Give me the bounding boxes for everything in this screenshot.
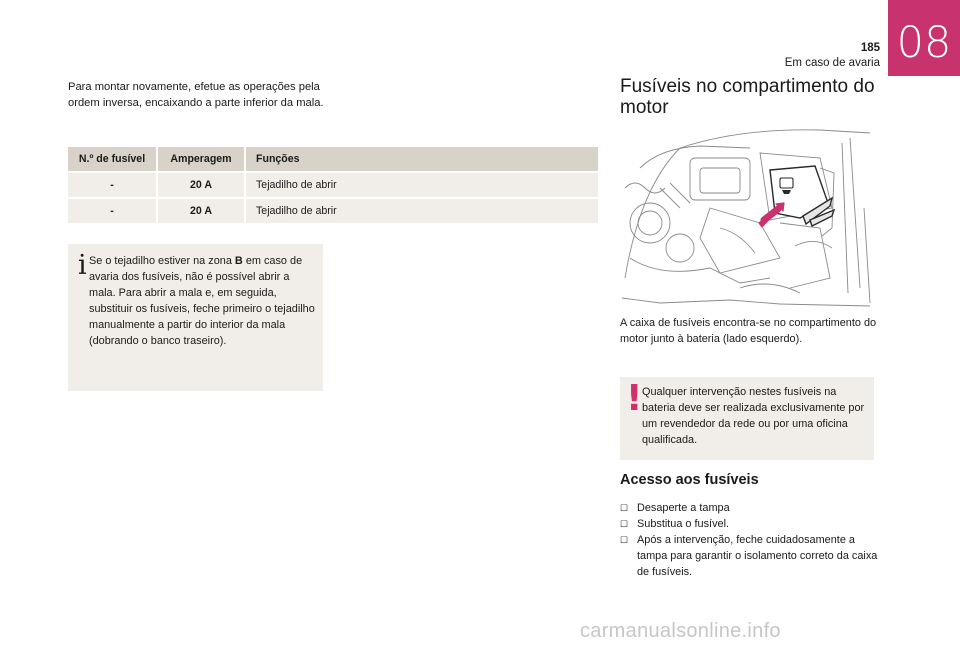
warning-note	[620, 377, 874, 460]
subsection-heading: Acesso aos fusíveis	[620, 472, 759, 488]
section-title: Em caso de avaria	[784, 57, 880, 69]
table-row	[68, 199, 598, 223]
info-note	[68, 244, 323, 391]
engine-compartment-illustration	[620, 128, 874, 308]
table-row	[68, 173, 598, 197]
section-heading: Fusíveis no compartimento do motor	[620, 76, 875, 118]
watermark: carmanualsonline.info	[580, 620, 781, 642]
chapter-tab: 08	[888, 0, 960, 76]
column-header: Amperagem	[156, 147, 244, 171]
table-cell: -	[68, 199, 156, 223]
info-note-text: Se o tejadilho estiver na zona B em caso de avaria dos fusíveis, não é possível abrir a mala. Para abrir a mala e, em seguida, substituir os fusíveis, feche primeiro o tejadilho manualmente a partir do interior da mala (dobrando o banco traseiro).	[89, 255, 315, 347]
checkbox-bullet-icon: ☐	[620, 535, 629, 545]
info-icon: i	[78, 250, 87, 281]
table-cell: -	[68, 173, 156, 197]
list-item: ☐ Substitua o fusível.	[620, 518, 730, 530]
intro-paragraph: Para montar novamente, efetue as operações pela ordem inversa, encaixando a parte inferior da mala.	[68, 81, 324, 109]
table-header-row	[68, 147, 598, 171]
fuse-table	[68, 145, 598, 225]
page-number: 185	[860, 42, 880, 54]
zone-letter: B	[234, 255, 243, 267]
table-cell: Tejadilho de abrir	[244, 173, 598, 197]
checkbox-bullet-icon: ☐	[620, 503, 629, 513]
table-cell: 20 A	[156, 199, 244, 223]
fuse-box-location-text: A caixa de fusíveis encontra-se no compartimento do motor junto à bateria (lado esquerdo).	[620, 317, 877, 345]
warning-note-text: Qualquer intervenção nestes fusíveis na bateria deve ser realizada exclusivamente por um revendedor da rede ou por uma oficina qualificada.	[642, 386, 865, 446]
table-cell: 20 A	[156, 173, 244, 197]
column-header: Funções	[244, 147, 598, 171]
exclamation-icon: !	[626, 378, 643, 419]
instruction-steps	[620, 500, 878, 580]
list-item: ☐ Após a intervenção, feche cuidadosamente a tampa para garantir o isolamento correto da caixa de fusíveis.	[620, 534, 878, 578]
list-item: ☐ Desaperte a tampa	[620, 502, 730, 514]
table-cell: Tejadilho de abrir	[244, 199, 598, 223]
checkbox-bullet-icon: ☐	[620, 519, 629, 529]
column-header: N.º de fusível	[68, 147, 156, 171]
